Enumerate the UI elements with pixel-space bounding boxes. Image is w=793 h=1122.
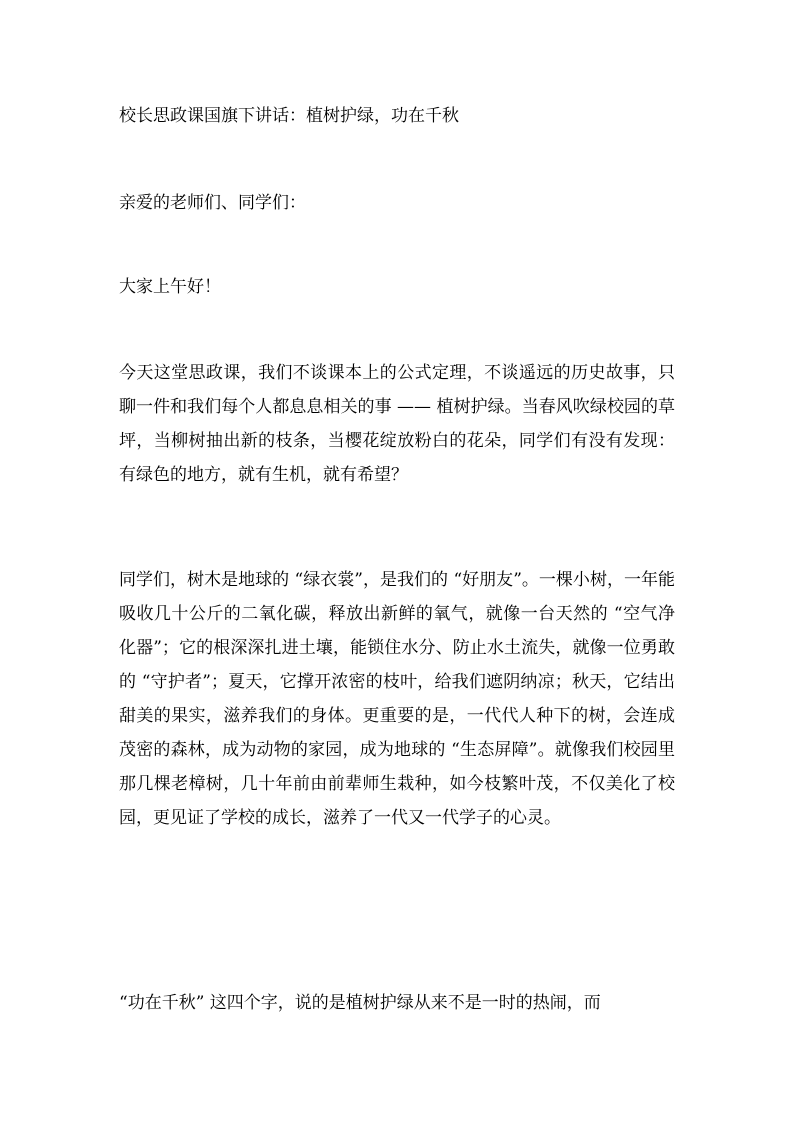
greeting: 大家上午好！ — [119, 277, 221, 297]
paragraph-lasting-merit: “功在千秋” 这四个字，说的是植树护绿从来不是一时的热闹，而 — [119, 993, 601, 1013]
document-title: 校长思政课国旗下讲话：植树护绿，功在千秋 — [119, 106, 459, 126]
paragraph-intro: 今天这堂思政课，我们不谈课本上的公式定理，不谈遥远的历史故事，只聊一件和我们每个人都息息相关的事 —— 植树护绿。当春风吹绿校园的草坪，当柳树抽出新的枝条，当樱花绽放粉白的花朵，同学们有没有发现：有绿色的地方，就有生机，就有希望？ — [119, 363, 675, 485]
paragraph-trees-benefits: 同学们，树木是地球的 “绿衣裳”，是我们的 “好朋友”。一棵小树，一年能吸收几十公斤的二氧化碳，释放出新鲜的氧气，就像一台天然的 “空气净化器”；它的根深深扎进土壤，能锁住水分、防止水土流失，就像一位勇敢的 “守护者”；夏天，它撑开浓密的枝叶，给我们遮阴纳凉；秋天，它结出甜美的果实，滋养我们的身体。更重要的是，一代代人种下的树，会连成茂密的森林，成为动物的家园，成为地球的 “生态屏障”。就像我们校园里那几棵老樟树，几十年前由前辈师生栽种，如今枝繁叶茂，不仅美化了校园，更见证了学校的成长，滋养了一代又一代学子的心灵。 — [119, 570, 675, 828]
salutation: 亲爱的老师们、同学们： — [119, 193, 306, 213]
